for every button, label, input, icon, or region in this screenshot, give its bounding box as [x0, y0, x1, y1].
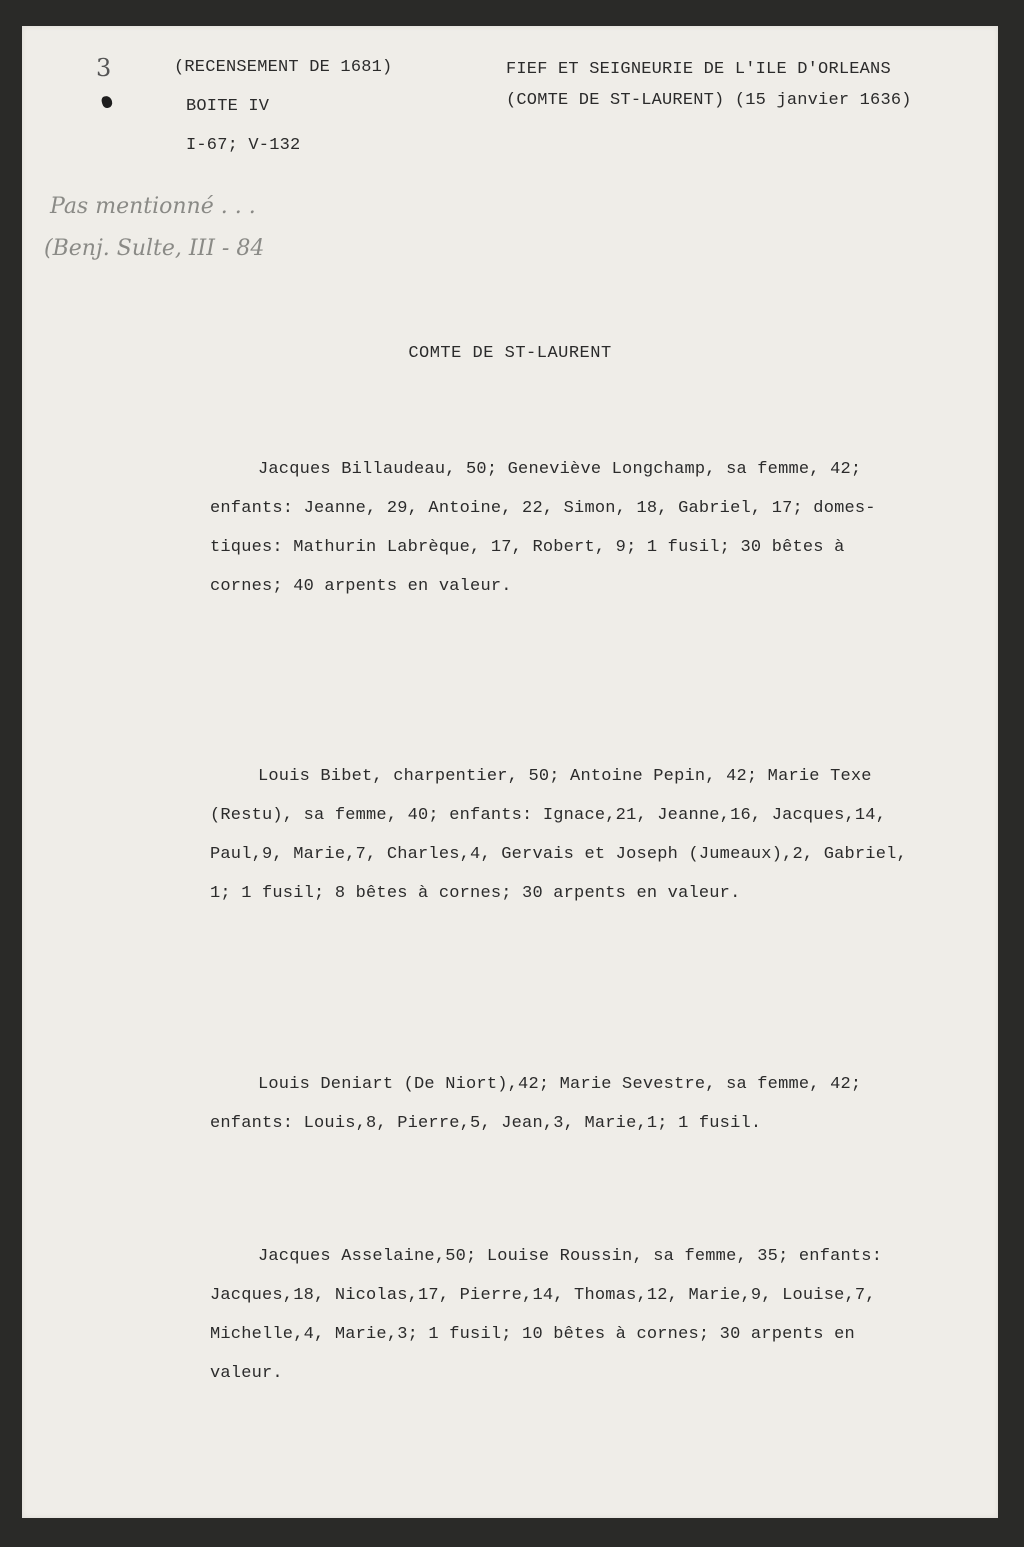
entry-line: enfants: Louis,8, Pierre,5, Jean,3, Marie,1; 1 fusil.	[210, 1114, 762, 1133]
entry-line: 1; 1 fusil; 8 bêtes à cornes; 30 arpents en valeur.	[210, 884, 741, 903]
entry-line: Paul,9, Marie,7, Charles,4, Gervais et Joseph (Jumeaux),2, Gabriel,	[210, 845, 907, 864]
entry-line: Louis Deniart (De Niort),42; Marie Sevestre, sa femme, 42;	[258, 1075, 862, 1094]
ink-blot	[101, 95, 114, 109]
page-number: 3	[96, 54, 112, 82]
entry-line: valeur.	[210, 1364, 283, 1383]
box-label: BOITE IV	[186, 97, 270, 116]
entry-line: cornes; 40 arpents en valeur.	[210, 577, 512, 596]
entry-line: Jacques Asselaine,50; Louise Roussin, sa femme, 35; enfants:	[258, 1247, 883, 1266]
entry-line: tiques: Mathurin Labrèque, 17, Robert, 9; 1 fusil; 30 bêtes à	[210, 538, 845, 557]
entry-line: Louis Bibet, charpentier, 50; Antoine Pepin, 42; Marie Texe	[258, 767, 872, 786]
fief-title: FIEF ET SEIGNEURIE DE L'ILE D'ORLEANS	[506, 60, 891, 79]
section-title: COMTE DE ST-LAURENT	[408, 344, 612, 363]
census-entry	[210, 1237, 980, 1393]
handwritten-note-line2: (Benj. Sulte, III - 84	[44, 236, 265, 261]
census-entry	[210, 1065, 980, 1143]
document-page	[22, 26, 998, 1518]
entry-line: enfants: Jeanne, 29, Antoine, 22, Simon, 18, Gabriel, 17; domes-	[210, 499, 876, 518]
county-date: (COMTE DE ST-LAURENT) (15 janvier 1636)	[506, 91, 912, 110]
entry-line: Jacques,18, Nicolas,17, Pierre,14, Thomas,12, Marie,9, Louise,7,	[210, 1286, 876, 1305]
entry-line: (Restu), sa femme, 40; enfants: Ignace,21, Jeanne,16, Jacques,14,	[210, 806, 887, 825]
census-entry	[210, 450, 980, 606]
entry-line: Jacques Billaudeau, 50; Geneviève Longchamp, sa femme, 42;	[258, 460, 862, 479]
census-label: (RECENSEMENT DE 1681)	[174, 58, 393, 77]
census-entry	[210, 757, 980, 913]
reference-label: I-67; V-132	[186, 136, 301, 155]
entry-line: Michelle,4, Marie,3; 1 fusil; 10 bêtes à cornes; 30 arpents en	[210, 1325, 855, 1344]
handwritten-note-line1: Pas mentionné . . .	[50, 194, 256, 219]
